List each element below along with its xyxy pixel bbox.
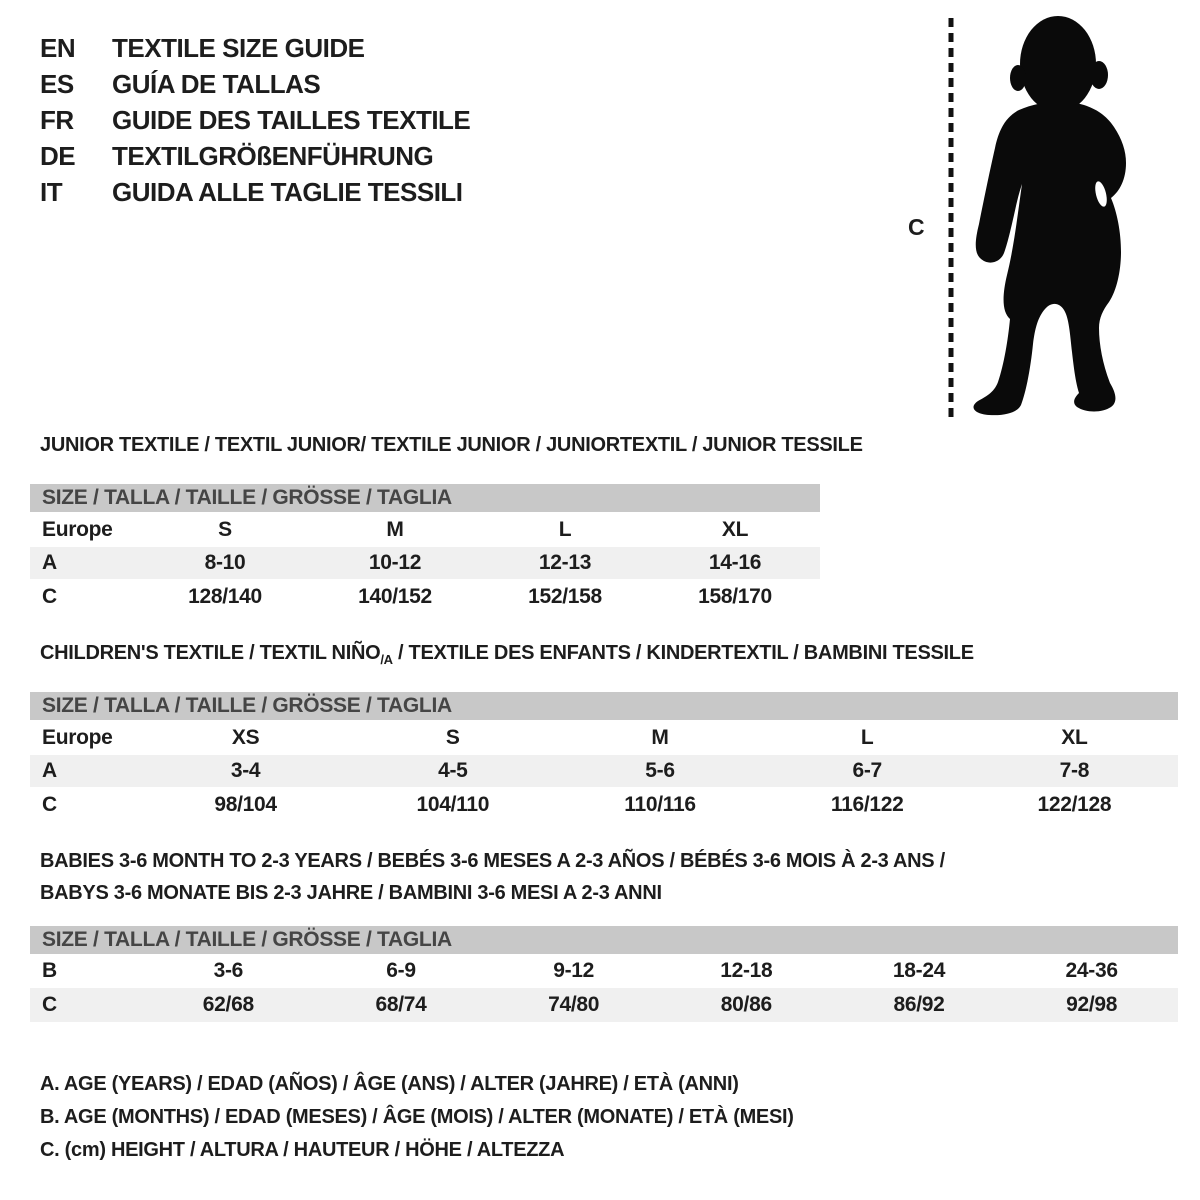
children-size-table: [30, 692, 1178, 822]
height-cell: 62/68: [202, 993, 254, 1016]
guide-title: TEXTILE SIZE GUIDE: [112, 32, 365, 63]
height-cell: 86/92: [893, 993, 945, 1016]
age-cell: 5-6: [645, 759, 675, 782]
height-cell: 128/140: [188, 584, 262, 608]
junior-size-table: [30, 484, 820, 614]
babies-heading-line2: BABYS 3-6 MONATE BIS 2-3 JAHRE / BAMBINI 3-6 MESI A 2-3 ANNI: [40, 882, 662, 904]
size-cell: M: [386, 517, 404, 541]
size-cell: L: [860, 725, 874, 749]
age-cell: 4-5: [438, 759, 468, 782]
guide-title: TEXTILGRÖßENFÜHRUNG: [112, 140, 434, 171]
table-row: [30, 720, 1178, 755]
height-cell: 80/86: [720, 993, 772, 1016]
row-label: Europe: [42, 517, 113, 541]
size-cell: XL: [721, 517, 749, 541]
age-cell: 6-9: [386, 959, 416, 982]
language-row-it: [40, 174, 470, 210]
row-label: Europe: [42, 725, 113, 749]
note-height-cm: C. (cm) HEIGHT / ALTURA / HAUTEUR / HÖHE / ALTEZZA: [40, 1139, 565, 1161]
table-row: [30, 988, 1178, 1022]
row-label: A: [42, 759, 57, 782]
age-cell: 10-12: [368, 551, 422, 574]
height-cell: 122/128: [1037, 792, 1112, 816]
children-section-heading: [40, 642, 974, 665]
size-cell: L: [558, 517, 572, 541]
age-cell: 9-12: [553, 959, 595, 982]
age-cell: 8-10: [204, 551, 246, 574]
junior-section-heading: JUNIOR TEXTILE / TEXTIL JUNIOR/ TEXTILE JUNIOR / JUNIORTEXTIL / JUNIOR TESSILE: [40, 434, 863, 456]
language-code: FR: [40, 104, 74, 135]
language-code: IT: [40, 176, 63, 207]
babies-size-table: [30, 926, 1178, 1022]
table-row: [30, 512, 820, 547]
height-cell: 116/122: [830, 792, 904, 816]
language-title-list: [40, 30, 470, 210]
age-cell: 12-13: [538, 551, 592, 574]
height-cell: 92/98: [1066, 993, 1118, 1016]
row-label: C: [42, 792, 57, 816]
age-cell: 24-36: [1065, 959, 1118, 982]
row-label: B: [42, 959, 57, 982]
language-row-fr: [40, 102, 470, 138]
height-cell: 110/116: [624, 792, 696, 816]
height-cell: 74/80: [548, 993, 600, 1016]
toddler-body: [974, 16, 1126, 415]
size-cell: XL: [1061, 725, 1088, 749]
height-cell: 158/170: [698, 584, 772, 608]
height-cell: 104/110: [416, 792, 490, 816]
size-cell: M: [651, 725, 669, 749]
legend-notes: [40, 1068, 794, 1167]
size-cell: XS: [231, 725, 260, 749]
language-row-es: [40, 66, 470, 102]
note-age-months: B. AGE (MONTHS) / EDAD (MESES) / ÂGE (MOIS) / ALTER (MONATE) / ETÀ (MESI): [40, 1106, 794, 1128]
children-heading-subscript: /A: [380, 652, 393, 667]
children-heading-text: / TEXTILE DES ENFANTS / KINDERTEXTIL / BAMBINI TESSILE: [392, 642, 974, 664]
guide-title: GUIDA ALLE TAGLIE TESSILI: [112, 176, 463, 207]
language-row-en: [40, 30, 470, 66]
size-band-header: SIZE / TALLA / TAILLE / GRÖSSE / TAGLIA: [30, 926, 1178, 954]
height-measure-label: C: [908, 214, 925, 240]
size-cell: S: [445, 725, 460, 749]
table-row: [30, 787, 1178, 822]
language-code: DE: [40, 140, 76, 171]
age-cell: 3-4: [230, 759, 261, 782]
height-cell: 152/158: [528, 584, 602, 608]
table-row: [30, 547, 820, 579]
size-band-header: SIZE / TALLA / TAILLE / GRÖSSE / TAGLIA: [30, 484, 820, 512]
height-cell: 68/74: [375, 993, 427, 1016]
note-age-years: A. AGE (YEARS) / EDAD (AÑOS) / ÂGE (ANS) / ALTER (JAHRE) / ETÀ (ANNI): [40, 1073, 739, 1095]
size-cell: S: [218, 517, 232, 541]
table-row: [30, 755, 1178, 787]
language-code: ES: [40, 68, 74, 99]
row-label: C: [42, 584, 57, 608]
children-heading-text: CHILDREN'S TEXTILE / TEXTIL NIÑO: [40, 642, 381, 664]
guide-title: GUÍA DE TALLAS: [112, 68, 321, 99]
age-cell: 14-16: [708, 551, 762, 574]
age-cell: 3-6: [213, 959, 244, 982]
table-row: [30, 579, 820, 614]
size-band-header: SIZE / TALLA / TAILLE / GRÖSSE / TAGLIA: [30, 692, 1178, 720]
row-label: C: [42, 993, 57, 1016]
guide-title: GUIDE DES TAILLES TEXTILE: [112, 104, 471, 135]
language-row-de: [40, 138, 470, 174]
age-cell: 6-7: [852, 759, 882, 782]
toddler-silhouette: [905, 10, 1155, 424]
table-row: [30, 954, 1178, 988]
age-cell: 12-18: [720, 959, 773, 982]
height-cell: 140/152: [358, 584, 432, 608]
language-code: EN: [40, 32, 76, 63]
babies-section-heading: [40, 845, 945, 909]
height-cell: 98/104: [214, 792, 277, 816]
age-cell: 18-24: [892, 959, 946, 982]
babies-heading-line1: BABIES 3-6 MONTH TO 2-3 YEARS / BEBÉS 3-6 MESES A 2-3 AÑOS / BÉBÉS 3-6 MOIS À 2-3 ANS /: [40, 850, 945, 872]
age-cell: 7-8: [1059, 759, 1090, 782]
row-label: A: [42, 551, 57, 574]
